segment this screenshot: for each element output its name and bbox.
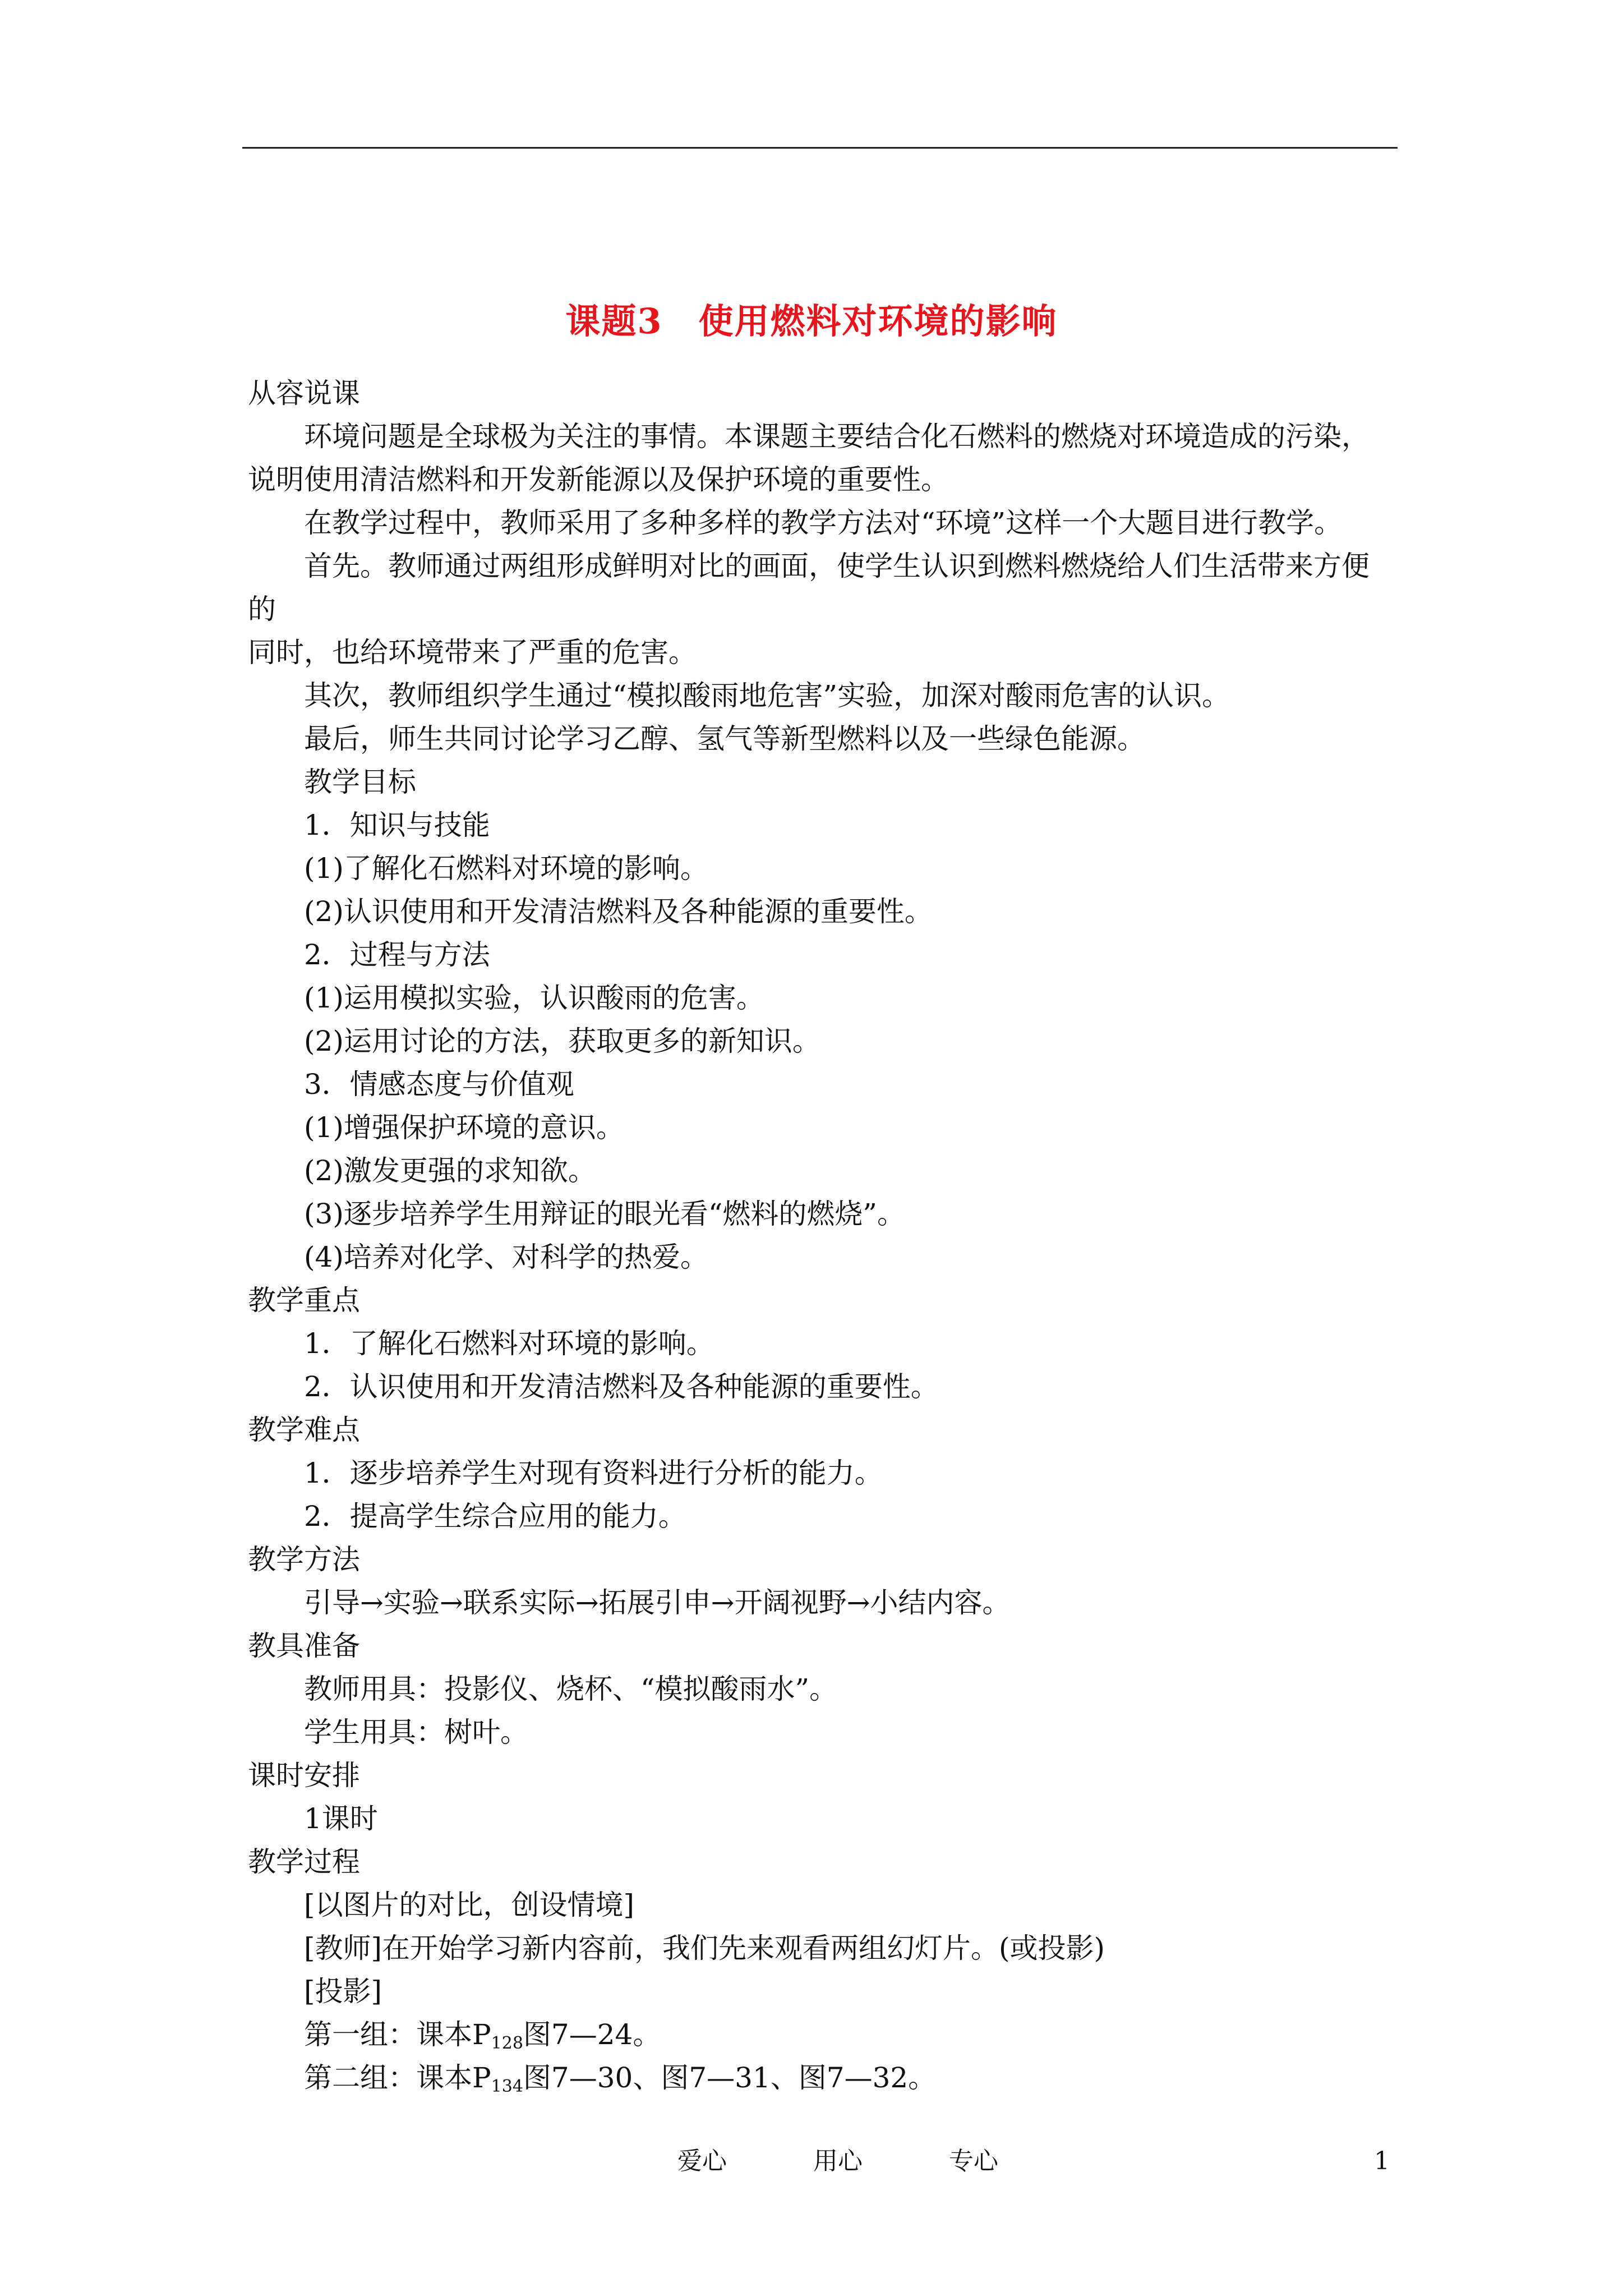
page-number: 1 — [1374, 2147, 1390, 2175]
text-line: 1．知识与技能 — [304, 809, 490, 841]
text-line: 的 — [248, 593, 276, 625]
text-line: (2)认识使用和开发清洁燃料及各种能源的重要性。 — [304, 895, 933, 928]
footer-motto — [677, 2142, 1043, 2181]
text-line: 2．认识使用和开发清洁燃料及各种能源的重要性。 — [304, 1370, 939, 1403]
text-line: 其次，教师组织学生通过“模拟酸雨地危害”实验，加深对酸雨危害的认识。 — [304, 679, 1230, 712]
text-line: 教学目标 — [304, 766, 416, 798]
text-line: [以图片的对比，创设情境] — [304, 1889, 635, 1921]
text-line: 教师用具：投影仪、烧杯、“模拟酸雨水”。 — [304, 1673, 838, 1705]
group2-prefix: 第二组：课本P — [304, 2062, 491, 2094]
text-line: 同时，也给环境带来了严重的危害。 — [248, 636, 697, 669]
text-line: 说明使用清洁燃料和开发新能源以及保护环境的重要性。 — [248, 463, 949, 496]
text-line: (1)了解化石燃料对环境的影响。 — [304, 852, 708, 885]
group1-suffix: 图7—24。 — [523, 2018, 661, 2051]
header-rule — [242, 147, 1398, 149]
text-line: 在教学过程中，教师采用了多种多样的教学方法对“环境”这样一个大题目进行教学。 — [304, 507, 1343, 539]
lines-container — [248, 372, 1409, 2013]
text-line: (2)激发更强的求知欲。 — [304, 1154, 596, 1187]
group1-page-subscript: 128 — [491, 2033, 523, 2053]
page-footer — [0, 2142, 1623, 2181]
text-line: 首先。教师通过两组形成鲜明对比的画面，使学生认识到燃料燃烧给人们生活带来方便 — [304, 550, 1370, 582]
text-line: (1)运用模拟实验，认识酸雨的危害。 — [304, 982, 764, 1014]
text-line: 引导→实验→联系实际→拓展引申→开阔视野→小结内容。 — [304, 1586, 1011, 1619]
group2-line — [248, 2056, 1409, 2100]
footer-motto-1: 爱心 — [677, 2147, 727, 2175]
page-title: 课题3 使用燃料对环境的影响 — [565, 301, 1058, 342]
group1-line — [248, 2013, 1409, 2056]
text-line: 教学重点 — [248, 1284, 360, 1317]
text-line: 1．了解化石燃料对环境的影响。 — [304, 1327, 714, 1360]
text-line: 教学过程 — [248, 1846, 360, 1878]
text-line: 从容说课 — [248, 377, 360, 409]
text-line: 课时安排 — [248, 1759, 360, 1792]
group1-prefix: 第一组：课本P — [304, 2018, 491, 2051]
footer-motto-3: 专心 — [949, 2147, 998, 2175]
text-line: 环境问题是全球极为关注的事情。本课题主要结合化石燃料的燃烧对环境造成的污染， — [304, 420, 1370, 453]
text-line: 最后，师生共同讨论学习乙醇、氢气等新型燃料以及一些绿色能源。 — [304, 723, 1145, 755]
text-line: (1)增强保护环境的意识。 — [304, 1111, 624, 1144]
text-line: 2．过程与方法 — [304, 938, 490, 971]
footer-motto-2: 用心 — [813, 2147, 863, 2175]
text-line: [投影] — [304, 1975, 382, 2008]
text-line: 教学方法 — [248, 1543, 360, 1576]
text-line: (2)运用讨论的方法，获取更多的新知识。 — [304, 1025, 820, 1057]
text-line: 1．逐步培养学生对现有资料进行分析的能力。 — [304, 1457, 883, 1489]
document-body — [248, 372, 1409, 2100]
text-line: 1课时 — [304, 1802, 378, 1835]
text-line: 学生用具：树叶。 — [304, 1716, 528, 1749]
group2-suffix: 图7—30、图7—31、图7—32。 — [523, 2062, 937, 2094]
text-line: 教具准备 — [248, 1630, 360, 1662]
text-line: [教师]在开始学习新内容前，我们先来观看两组幻灯片。(或投影) — [304, 1932, 1105, 1964]
text-line: 教学难点 — [248, 1414, 360, 1446]
text-line: 2．提高学生综合应用的能力。 — [304, 1500, 686, 1533]
group2-page-subscript: 134 — [491, 2077, 523, 2096]
text-line: 3．情感态度与价值观 — [304, 1068, 574, 1101]
text-line: (3)逐步培养学生用辩证的眼光看“燃料的燃烧”。 — [304, 1198, 905, 1230]
text-line: (4)培养对化学、对科学的热爱。 — [304, 1241, 708, 1273]
